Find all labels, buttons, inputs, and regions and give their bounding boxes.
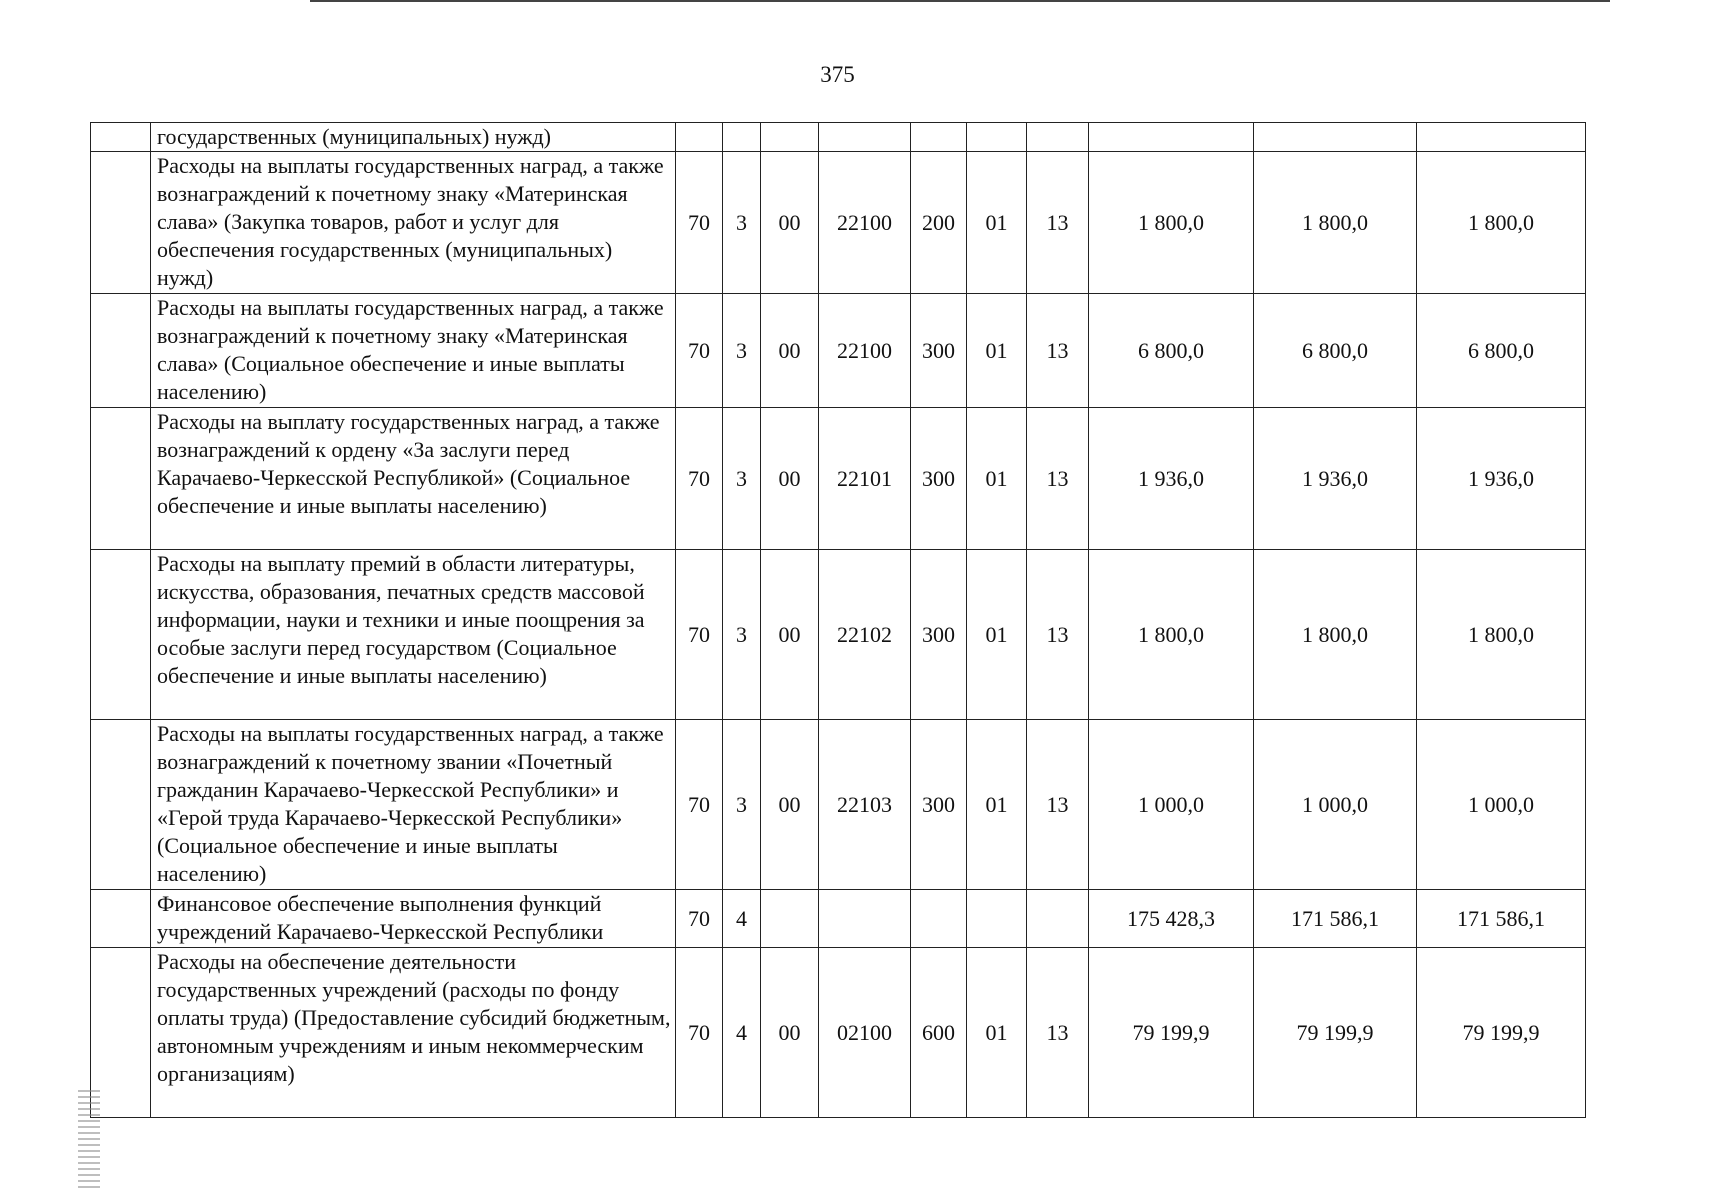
code-cell: 13 [1027,408,1089,550]
amount-cell [1254,123,1417,152]
amount-cell: 171 586,1 [1254,890,1417,948]
code-cell [1027,890,1089,948]
code-cell: 22100 [819,152,911,294]
code-cell [967,890,1027,948]
amount-cell: 6 800,0 [1089,294,1254,408]
amount-cell: 79 199,9 [1254,948,1417,1118]
row-marker-cell [91,408,151,550]
table-row [91,948,1586,1118]
top-rule [310,0,1610,2]
row-description: Расходы на выплату государственных наград, а также вознаграждений к ордену «За заслуги перед Карачаево-Черкесской Республикой» (Социальное обеспечение и иные выплаты населению) [151,408,676,550]
code-cell: 13 [1027,948,1089,1118]
amount-cell: 79 199,9 [1417,948,1586,1118]
amount-cell: 79 199,9 [1089,948,1254,1118]
code-cell: 70 [676,890,723,948]
amount-cell: 175 428,3 [1089,890,1254,948]
code-cell: 00 [761,948,819,1118]
table-row [91,152,1586,294]
amount-cell: 1 800,0 [1089,550,1254,720]
code-cell [911,123,967,152]
code-cell: 70 [676,550,723,720]
row-marker-cell [91,890,151,948]
row-marker-cell [91,550,151,720]
code-cell: 01 [967,408,1027,550]
amount-cell: 1 000,0 [1089,720,1254,890]
code-cell: 300 [911,550,967,720]
code-cell: 01 [967,152,1027,294]
amount-cell: 1 800,0 [1417,152,1586,294]
code-cell: 300 [911,294,967,408]
amount-cell: 1 000,0 [1254,720,1417,890]
code-cell [1027,123,1089,152]
code-cell: 00 [761,550,819,720]
row-marker-cell [91,294,151,408]
code-cell: 4 [723,948,761,1118]
code-cell: 01 [967,550,1027,720]
code-cell [761,123,819,152]
amount-cell: 1 800,0 [1254,550,1417,720]
amount-cell: 1 800,0 [1089,152,1254,294]
amount-cell: 1 800,0 [1417,550,1586,720]
amount-cell [1089,123,1254,152]
row-marker-cell [91,123,151,152]
table-row [91,408,1586,550]
amount-cell: 171 586,1 [1417,890,1586,948]
code-cell: 3 [723,720,761,890]
row-marker-cell [91,152,151,294]
code-cell: 300 [911,408,967,550]
row-description: государственных (муниципальных) нужд) [151,123,676,152]
code-cell: 3 [723,152,761,294]
code-cell: 00 [761,408,819,550]
row-marker-cell [91,720,151,890]
row-description: Расходы на выплаты государственных наград, а также вознаграждений к почетному знаку «Материнская слава» (Закупка товаров, работ и услуг для обеспечения государственных (муниципальных) нужд) [151,152,676,294]
code-cell: 00 [761,294,819,408]
code-cell [723,123,761,152]
code-cell: 00 [761,720,819,890]
amount-cell: 1 936,0 [1089,408,1254,550]
code-cell [911,890,967,948]
table-row [91,550,1586,720]
table-row [91,294,1586,408]
table-row [91,123,1586,152]
code-cell: 22101 [819,408,911,550]
row-description: Расходы на выплату премий в области литературы, искусства, образования, печатных средств массовой информации, науки и техники и иные поощрения за особые заслуги перед государством (Социальное обеспечение и иные выплаты населению) [151,550,676,720]
code-cell [819,890,911,948]
amount-cell: 1 800,0 [1254,152,1417,294]
code-cell: 70 [676,294,723,408]
amount-cell: 1 936,0 [1254,408,1417,550]
code-cell: 02100 [819,948,911,1118]
row-description: Расходы на выплаты государственных наград, а также вознаграждений к почетному звании «Почетный гражданин Карачаево-Черкесской Республики» и «Герой труда Карачаево-Черкесской Республики» (Социальное обеспечение и иные выплаты населению) [151,720,676,890]
page-number: 375 [820,62,855,87]
code-cell: 70 [676,720,723,890]
amount-cell: 1 000,0 [1417,720,1586,890]
code-cell: 4 [723,890,761,948]
code-cell: 00 [761,152,819,294]
code-cell: 13 [1027,152,1089,294]
code-cell: 600 [911,948,967,1118]
row-description: Финансовое обеспечение выполнения функций учреждений Карачаево-Черкесской Республики [151,890,676,948]
table-row [91,720,1586,890]
code-cell: 01 [967,948,1027,1118]
code-cell: 200 [911,152,967,294]
code-cell [819,123,911,152]
amount-cell [1417,123,1586,152]
code-cell: 01 [967,720,1027,890]
code-cell [761,890,819,948]
scan-artifact [78,1090,100,1190]
code-cell: 22100 [819,294,911,408]
amount-cell: 6 800,0 [1254,294,1417,408]
code-cell: 13 [1027,720,1089,890]
code-cell: 22103 [819,720,911,890]
code-cell: 13 [1027,294,1089,408]
row-description: Расходы на выплаты государственных наград, а также вознаграждений к почетному знаку «Материнская слава» (Социальное обеспечение и иные выплаты населению) [151,294,676,408]
code-cell: 3 [723,408,761,550]
code-cell: 3 [723,294,761,408]
code-cell: 70 [676,408,723,550]
code-cell: 01 [967,294,1027,408]
table-row [91,890,1586,948]
code-cell: 13 [1027,550,1089,720]
code-cell [676,123,723,152]
code-cell: 70 [676,152,723,294]
budget-table [90,122,1586,1118]
amount-cell: 6 800,0 [1417,294,1586,408]
row-description: Расходы на обеспечение деятельности государственных учреждений (расходы по фонду оплаты труда) (Предоставление субсидий бюджетным, автономным учреждениям и иным некоммерческим организациям) [151,948,676,1118]
code-cell: 70 [676,948,723,1118]
code-cell [967,123,1027,152]
code-cell: 22102 [819,550,911,720]
code-cell: 3 [723,550,761,720]
code-cell: 300 [911,720,967,890]
amount-cell: 1 936,0 [1417,408,1586,550]
